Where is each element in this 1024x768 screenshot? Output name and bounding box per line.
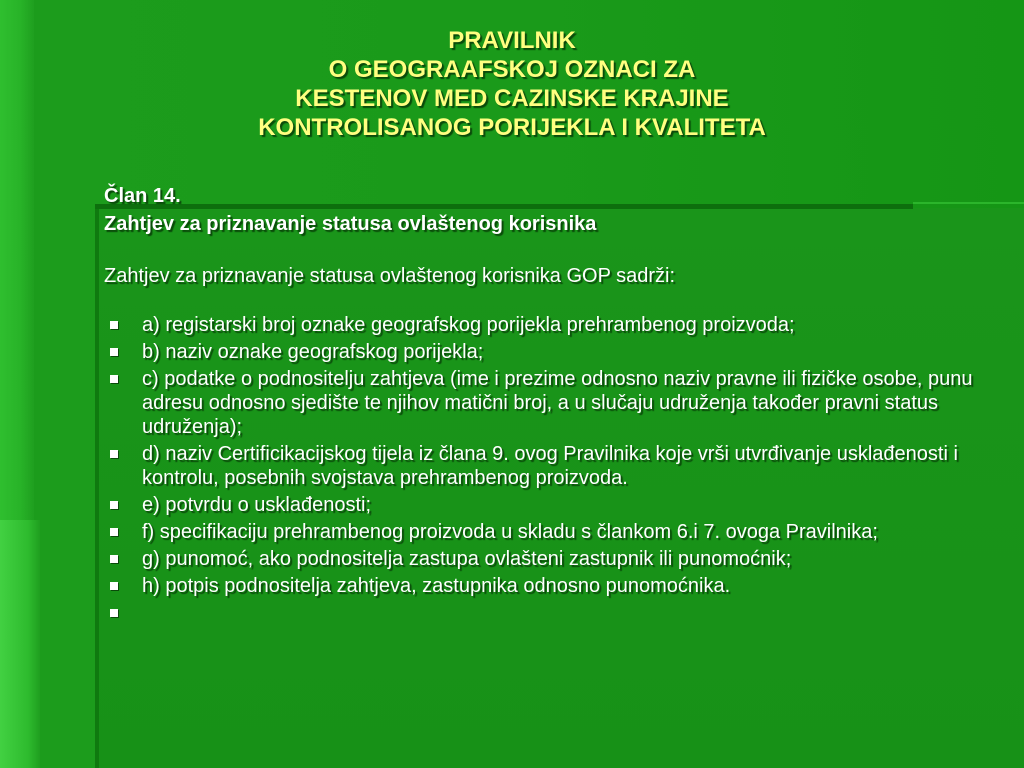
list-item [104,442,994,490]
slide-body [104,182,994,601]
list-item [104,574,994,598]
slide-title [0,26,1024,142]
square-bullet-icon [110,348,118,356]
requirements-list [104,313,994,598]
square-bullet-icon [110,375,118,383]
square-bullet-icon [110,582,118,590]
square-bullet-icon [110,528,118,536]
square-bullet-icon [110,555,118,563]
list-item [104,520,994,544]
list-item-text: f) specifikaciju prehrambenog proizvoda u skladu s člankom 6.i 7. ovoga Pravilnika; [142,521,878,543]
square-bullet-icon [110,321,118,329]
list-item-text: h) potpis podnositelja zahtjeva, zastupnika odnosno punomoćnika. [142,575,731,597]
title-line-2: O GEOGRAAFSKOJ OZNACI ZA [328,56,696,83]
list-item [104,313,994,337]
square-bullet-icon [110,450,118,458]
list-item-text: d) naziv Certificikacijskog tijela iz člana 9. ovog Pravilnika koje vrši utvrđivanje usklađenosti i kontrolu, posebnih svojstava prehrambenog proizvoda. [142,443,958,489]
article-number: Član 14. [104,185,181,207]
list-item-text: a) registarski broj oznake geografskog porijekla prehrambenog proizvoda; [142,314,795,336]
title-line-4: KONTROLISANOG PORIJEKLA I KVALITETA [258,114,766,141]
title-line-1: PRAVILNIK [448,27,576,54]
list-item-text: e) potvrdu o usklađenosti; [142,494,372,516]
list-item-text: b) naziv oznake geografskog porijekla; [142,341,484,363]
content-panel-edge [95,208,99,768]
list-item-text: g) punomoć, ako podnositelja zastupa ovlašteni zastupnik ili punomoćnik; [142,548,792,570]
square-bullet-icon [110,501,118,509]
list-item-text: c) podatke o podnositelju zahtjeva (ime i prezime odnosno naziv pravne ili fizičke osobe, punu adresu odnosno sjedište te njihov matični broj, a u slučaju udruženja također pravni status udruženja); [142,368,973,438]
square-bullet-icon [110,609,118,617]
article-heading: Zahtjev za priznavanje statusa ovlaštenog korisnika [104,213,597,235]
list-item [104,493,994,517]
list-item [104,340,994,364]
article-intro: Zahtjev za priznavanje statusa ovlaštenog korisnika GOP sadrži: [104,265,676,287]
left-decor-strip-lower [0,520,40,768]
title-line-3: KESTENOV MED CAZINSKE KRAJINE [295,85,729,112]
list-item [104,547,994,571]
list-item [104,367,994,439]
